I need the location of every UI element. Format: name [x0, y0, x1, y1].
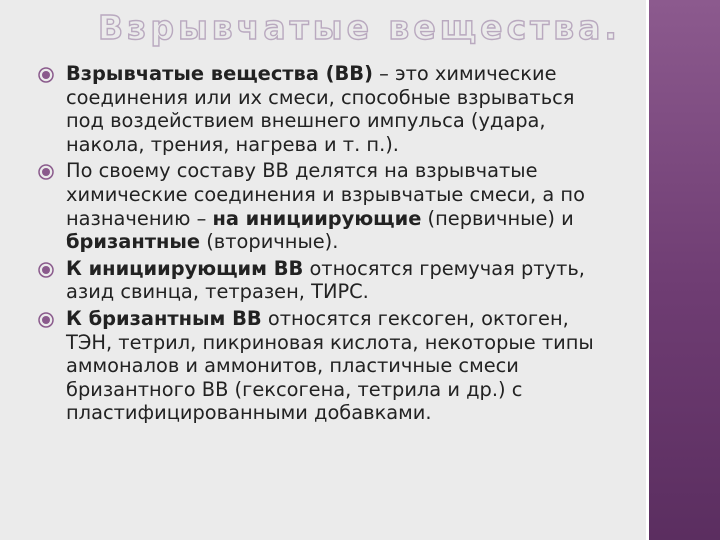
bullet-text: [66, 62, 574, 156]
bullet-text-normal: – это химические соединения или их смеси, способные взрываться под воздействием внешнего импульса (удара, накола, трения, нагрева и т. п.).: [66, 62, 575, 156]
bullet-text-normal: относятся гексоген, октоген, ТЭН, тетрил, пикриновая кислота, некоторые типы аммоналов и аммонитов, пластичные смеси бризантного ВВ (гексогена, тетрила и др.) с пластифицированными добавками.: [66, 306, 594, 425]
bullet-text: [66, 307, 594, 424]
bullet-list: [38, 62, 613, 428]
accent-side-bar: [646, 0, 720, 540]
bullet-text: [66, 257, 585, 304]
bullet-text-normal: относятся гремучая ртуть, азид свинца, тетразен, ТИРС.: [66, 256, 585, 304]
bullet-text-bold: на инициирующие: [212, 206, 422, 230]
bullet-item: [38, 62, 613, 156]
bullet-text: [66, 159, 585, 253]
bullet-target-icon: [38, 164, 54, 180]
bullet-text-bold: К инициирующим ВВ: [66, 256, 304, 280]
bullet-text-normal: По своему составу ВВ делятся на взрывчатые химические соединения и взрывчатые смеси, а по назначению –: [66, 159, 585, 230]
bullet-text-normal: (вторичные).: [200, 230, 339, 254]
bullet-text-bold: К бризантным ВВ: [66, 306, 262, 330]
bullet-text-bold: бризантные: [66, 230, 201, 254]
bullet-item: [38, 307, 613, 425]
bullet-target-icon: [38, 312, 54, 328]
bullet-item: [38, 159, 613, 253]
bullet-text-normal: (первичные) и: [421, 206, 574, 230]
bullet-item: [38, 257, 613, 304]
slide-title: Взрывчатые вещества.: [98, 8, 621, 47]
bullet-target-icon: [38, 262, 54, 278]
bullet-text-bold: Взрывчатые вещества (ВВ): [66, 62, 373, 85]
bullet-target-icon: [38, 67, 54, 83]
